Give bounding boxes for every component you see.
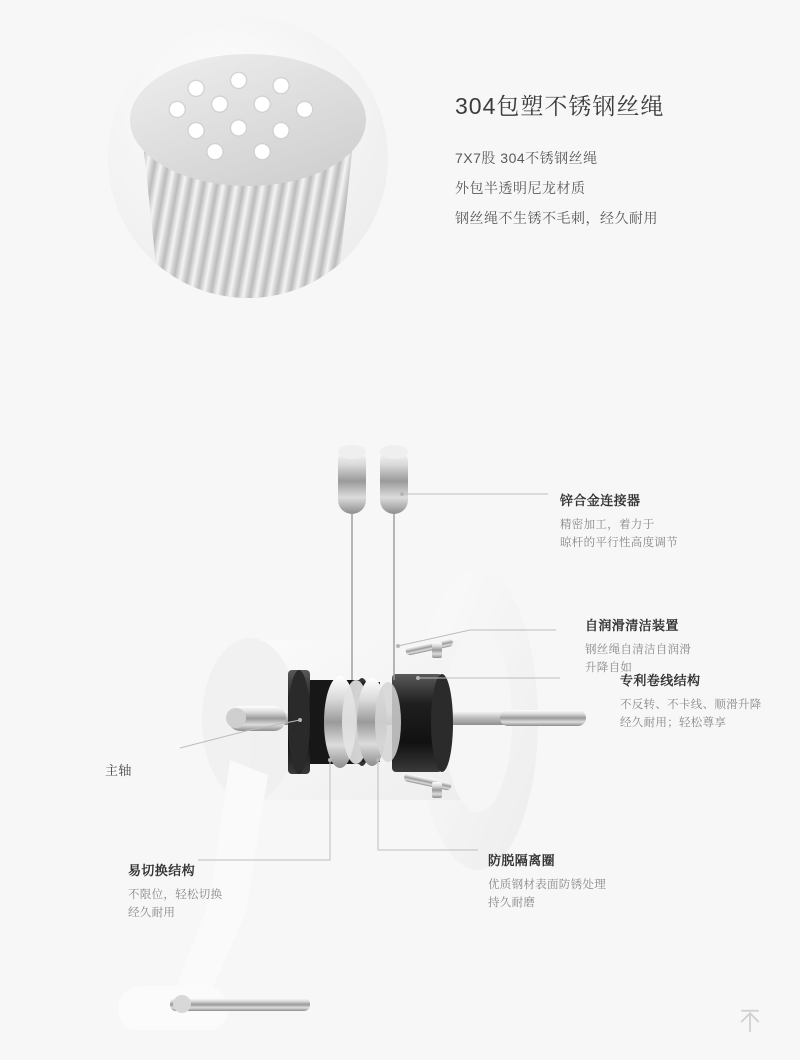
callout-line: 优质钢材表面防锈处理 <box>488 879 606 891</box>
callout-title: 易切换结构 <box>128 863 196 878</box>
wire-rope-photo <box>108 18 388 298</box>
back-to-top-button[interactable] <box>726 998 774 1046</box>
callout-anti-slip-ring <box>488 850 718 912</box>
callout-line: 持久耐磨 <box>488 897 536 909</box>
callout-title: 主轴 <box>105 763 132 778</box>
rope-line-3: 钢丝绳不生锈不毛刺，经久耐用 <box>455 210 658 226</box>
rope-title: 304包塑不锈钢丝绳 <box>455 93 665 119</box>
rope-line-2: 外包半透明尼龙材质 <box>455 180 586 196</box>
callout-line: 升降自如 <box>585 662 633 674</box>
callout-line: 钢丝绳自清洁自润滑 <box>585 644 692 656</box>
ghost-housing <box>118 570 538 1030</box>
callout-main-spindle <box>105 760 225 779</box>
callout-line: 不反转、不卡线、顺滑升降 <box>620 699 762 711</box>
callout-line: 晾杆的平行性高度调节 <box>560 537 678 549</box>
callout-title: 防脱隔离圈 <box>488 853 556 868</box>
callout-easy-switch <box>128 860 288 922</box>
callout-title: 锌合金连接器 <box>560 493 641 508</box>
callout-self-lubricating <box>585 615 800 677</box>
rope-line-1: 7X7股 304不锈钢丝绳 <box>455 150 598 166</box>
spool-rings <box>324 676 401 768</box>
arrow-up-icon <box>735 1007 765 1037</box>
callout-patented-winding <box>620 670 800 732</box>
callout-line: 经久耐用；轻松尊享 <box>620 717 727 729</box>
rope-copy-block <box>455 88 775 233</box>
callout-title: 专利卷线结构 <box>620 673 701 688</box>
callout-line: 精密加工，着力于 <box>560 519 655 531</box>
rope-cross-section <box>130 54 366 186</box>
rope-bundle-illustration <box>126 48 370 298</box>
callout-line: 经久耐用 <box>128 907 176 919</box>
callout-line: 不限位，轻松切换 <box>128 889 223 901</box>
callout-zinc-connector <box>560 490 790 552</box>
callout-title: 自润滑清洁装置 <box>585 618 679 633</box>
